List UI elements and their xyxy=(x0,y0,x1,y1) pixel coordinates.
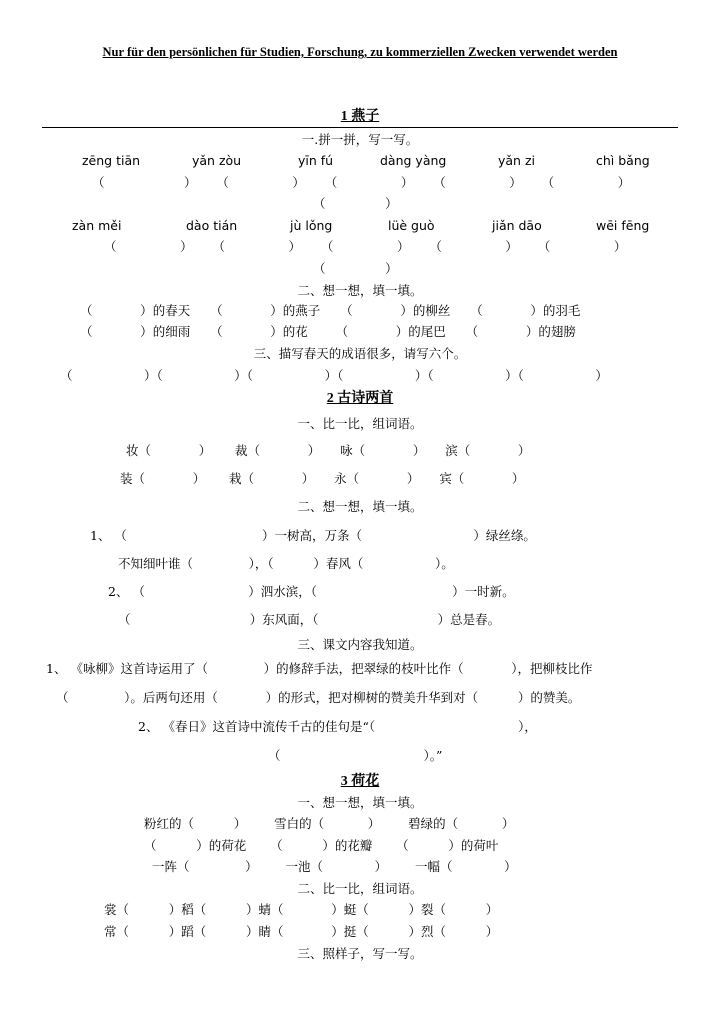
exercise-heading: 一、比一比，组词语。 xyxy=(297,416,423,431)
compare-row: 妆（ ） 裁（ ） 咏（ ） 滨（ ） xyxy=(126,443,531,458)
exercise-heading: 三、描写春天的成语很多，请写六个。 xyxy=(253,346,467,361)
section-title: 2 古诗两首 xyxy=(326,391,394,406)
exercise-heading: 二、比一比，组词语。 xyxy=(297,881,423,896)
pinyin: yīn fú xyxy=(298,153,334,168)
answer-blank[interactable]: （ ）（ ）（ ）（ ）（ ）（ ） xyxy=(60,368,608,383)
pinyin: zēng tiān xyxy=(82,153,141,168)
answer-blank[interactable]: （ ） xyxy=(313,196,398,211)
compare-row: 常（ ）蹈（ ）睛（ ）挺（ ）烈（ ） xyxy=(104,924,499,939)
poem-line: 2、 （ ）泗水滨，（ ）一时新。 xyxy=(108,584,515,599)
exercise-heading: 一.拼一拼，写一写。 xyxy=(301,132,419,147)
poem-line: 1、 （ ）一树高，万条（ ）绿丝绦。 xyxy=(90,528,536,543)
section-title: 3 荷花 xyxy=(340,774,380,789)
question-line: （ ）。” xyxy=(268,748,443,763)
pinyin: lüè guò xyxy=(388,218,435,233)
answer-blank[interactable]: （ ） xyxy=(313,261,398,276)
pinyin: zàn měi xyxy=(72,218,122,233)
pinyin: yǎn zòu xyxy=(192,153,242,168)
question-line: 1、 《咏柳》这首诗运用了（ ）的修辞手法，把翠绿的枝叶比作（ ），把柳枝比作 xyxy=(46,661,593,676)
divider xyxy=(42,127,678,128)
exercise-heading: 三、课文内容我知道。 xyxy=(297,637,423,652)
exercise-heading: 二、想一想，填一填。 xyxy=(297,283,423,298)
pinyin: wēi fēng xyxy=(596,218,650,233)
page-header: Nur für den persönlichen für Studien, Forschung, zu kommerziellen Zwecken verwendet werden xyxy=(102,45,618,59)
fill-row: （ ）的细雨 （ ）的花 （ ）的尾巴 （ ）的翅膀 xyxy=(80,324,576,339)
answer-blank[interactable]: （ ） （ ） （ ） （ ） （ ） xyxy=(92,175,631,190)
question-line: （ ）。后两句还用（ ）的形式，把对柳树的赞美升华到对（ ）的赞美。 xyxy=(56,690,581,705)
pinyin: jiǎn dāo xyxy=(492,218,542,233)
exercise-heading: 二、想一想，填一填。 xyxy=(297,499,423,514)
pinyin: dào tián xyxy=(186,218,238,233)
compare-row: 裳（ ）稻（ ）蜻（ ）蜓（ ）裂（ ） xyxy=(104,902,499,917)
fill-row: 粉红的（ ） 雪白的（ ） 碧绿的（ ） xyxy=(144,816,515,831)
pinyin: jù lǒng xyxy=(290,218,333,233)
compare-row: 装（ ） 栽（ ） 永（ ） 宾（ ） xyxy=(120,471,525,486)
poem-line: 不知细叶谁（ ），（ ）春风（ ）。 xyxy=(118,556,454,571)
exercise-heading: 一、想一想，填一填。 xyxy=(297,795,423,810)
fill-row: 一阵（ ） 一池（ ） 一幅（ ） xyxy=(152,859,517,874)
fill-row: （ ）的春天 （ ）的燕子 （ ）的柳丝 （ ）的羽毛 xyxy=(80,303,581,318)
answer-blank[interactable]: （ ） （ ） （ ） （ ） （ ） xyxy=(104,239,627,254)
exercise-heading: 三、照样子，写一写。 xyxy=(297,946,423,961)
poem-line: （ ）东风面，（ ）总是春。 xyxy=(118,612,501,627)
question-line: 2、 《春日》这首诗中流传千古的佳句是“（ ）， xyxy=(138,719,537,734)
pinyin: chì bǎng xyxy=(596,153,650,168)
pinyin: dàng yàng xyxy=(380,153,447,168)
fill-row: （ ）的荷花 （ ）的花瓣 （ ）的荷叶 xyxy=(144,838,499,853)
pinyin: yǎn zi xyxy=(498,153,535,168)
section-title: 1 燕子 xyxy=(340,109,380,124)
